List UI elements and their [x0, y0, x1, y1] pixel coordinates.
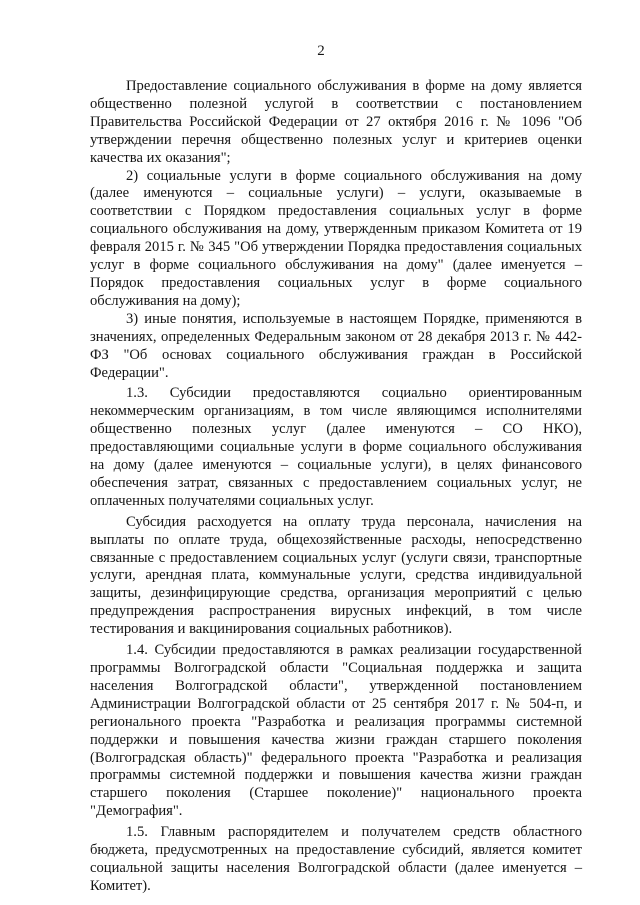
paragraph-section-1-4: 1.4. Субсидии предоставляются в рамках реализации государственной программы Волгоградской области "Социальная поддержка и защита населения Волгоградской области", утвержденной постановлением Администрации Волгоградской области от 25 сентября 2017 г. № 504-п, и регионального проекта "Разработка и реализация программы системной поддержки и повышения качества жизни граждан старшего поколения (Волгоградская область)" федерального проекта "Разработка и реализация программы системной поддержки и повышения качества жизни граждан старшего поколения (Старшее поколение)" национального проекта "Демография".: [90, 642, 582, 820]
paragraph-section-1-3: 1.3. Субсидии предоставляются социально ориентированным некоммерческим организациям, в том числе являющимся исполнителями общественно полезных услуг (далее именуются – СО НКО), предоставляющими социальные услуги в форме социального обслуживания на дому (далее именуются – социальные услуги), в целях финансового обеспечения затрат, связанных с предоставлением социальных услуг, не оплаченных получателями социальных услуг.: [90, 385, 582, 509]
paragraph-social-services-definition: 2) социальные услуги в форме социального обслуживания на дому (далее именуются – социальные услуги) – услуги, оказываемые в соответствии с Порядком предоставления социальных услуг в форме социального обслуживания на дому, утвержденным приказом Комитета от 19 февраля 2015 г. № 345 "Об утверждении Порядка предоставления социальных услуг в форме социального обслуживания на дому" (далее именуется – Порядок предоставления социальных услуг в форме социального обслуживания на дому);: [90, 167, 582, 309]
paragraph-subsidy-expenses: Субсидия расходуется на оплату труда персонала, начисления на выплаты по оплате труда, общехозяйственные расходы, непосредственно связанные с предоставлением социальных услуг (услуги связи, транспортные услуги, арендная плата, коммунальные услуги, средства индивидуальной защиты, дезинфицирующие средства, организация мероприятий с целью предупреждения распространения вирусных инфекций, в том числе тестирования и вакцинирования социальных работников).: [90, 513, 582, 638]
page-number: 2: [317, 43, 325, 59]
paragraph-section-1-5: 1.5. Главным распорядителем и получателем средств областного бюджета, предусмотренных на предоставление субсидий, является комитет социальной защиты населения Волгоградской области (далее именуется – Комитет).: [90, 824, 582, 894]
paragraph-public-benefit-service: Предоставление социального обслуживания в форме на дому является общественно полезной услугой в соответствии с постановлением Правительства Российской Федерации от 27 октября 2016 г. № 1096 "Об утверждении перечня общественно полезных услуг и критериев оценки качества их оказания";: [90, 78, 582, 166]
paragraph-other-terms: 3) иные понятия, используемые в настоящем Порядке, применяются в значениях, определенных Федеральным законом от 28 декабря 2013 г. № 442-ФЗ "Об основах социального обслуживания граждан в Российской Федерации".: [90, 310, 582, 381]
